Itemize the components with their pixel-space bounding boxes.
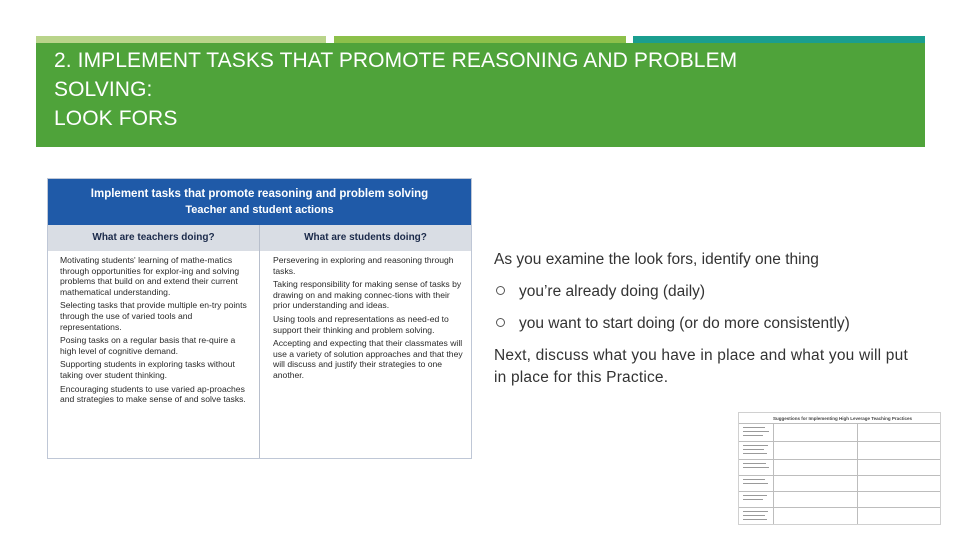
accent-bar-2 bbox=[334, 36, 626, 43]
slide-title: 2. IMPLEMENT TASKS THAT PROMOTE REASONING AND PROBLEM SOLVING: LOOK FORS bbox=[54, 49, 738, 130]
bullet-list bbox=[494, 282, 924, 346]
thumbnail-text-line bbox=[743, 449, 764, 450]
thumbnail-rule bbox=[739, 459, 940, 460]
thumbnail-text-line bbox=[743, 467, 769, 468]
teacher-action: Encouraging students to use varied ap-proaches and strategies to make sense of and solve tasks. bbox=[60, 383, 246, 405]
closing-text: Next, discuss what you have in place and what you will put in place for this Practice. bbox=[494, 347, 908, 386]
table-subtitle: Teacher and student actions bbox=[185, 204, 334, 216]
thumbnail-text-line bbox=[743, 435, 763, 436]
thumbnail-text-line bbox=[743, 479, 765, 480]
thumbnail-text-line bbox=[743, 463, 766, 464]
thumbnail-rule bbox=[739, 423, 940, 424]
student-action: Persevering in exploring and reasoning through tasks. bbox=[273, 255, 454, 276]
thumbnail-rule bbox=[739, 475, 940, 476]
title-banner bbox=[36, 43, 925, 147]
circle-bullet-icon bbox=[496, 318, 505, 327]
table-header bbox=[48, 179, 471, 225]
thumbnail-text-line bbox=[743, 453, 767, 454]
student-action: Accepting and expecting that their classmates will use a variety of solution approaches and that they will discuss and justify their strategies to one another. bbox=[273, 338, 463, 380]
accent-bar-3 bbox=[633, 36, 925, 43]
accent-bar-1 bbox=[36, 36, 326, 43]
teacher-action: Motivating students' learning of mathe-matics through opportunities for explor-ing and solving problems that build on and extend their current mathematical understanding. bbox=[60, 255, 240, 297]
bullet-text: you’re already doing (daily) bbox=[519, 283, 706, 300]
thumbnail-text-line bbox=[743, 431, 769, 432]
thumbnail-rule bbox=[857, 423, 858, 524]
bullet-item bbox=[494, 282, 924, 302]
thumbnail-text-line bbox=[743, 511, 768, 512]
teachers-column bbox=[48, 251, 260, 458]
teacher-action: Posing tasks on a regular basis that re-quire a high level of cognitive demand. bbox=[60, 335, 236, 356]
intro-text: As you examine the look fors, identify one thing bbox=[494, 251, 819, 268]
thumbnail-text-line bbox=[743, 445, 768, 446]
thumbnail-text-line bbox=[743, 427, 765, 428]
column-header-students: What are students doing? bbox=[260, 225, 471, 251]
look-fors-table bbox=[47, 178, 472, 459]
thumbnail-rule bbox=[739, 507, 940, 508]
thumbnail-rule bbox=[739, 441, 940, 442]
student-action: Taking responsibility for making sense of tasks by drawing on and making connec-tions with their prior understanding and ideas. bbox=[273, 279, 462, 311]
student-action: Using tools and representations as need-ed to support their thinking and problem solving. bbox=[273, 313, 449, 335]
thumbnail-text-line bbox=[743, 499, 763, 500]
bullet-text: you want to start doing (or do more consistently) bbox=[519, 315, 850, 332]
bullet-item bbox=[494, 314, 924, 334]
thumbnail-text-line bbox=[743, 495, 767, 496]
thumbnail-rule bbox=[739, 491, 940, 492]
thumbnail-text-line bbox=[743, 515, 765, 516]
worksheet-thumbnail bbox=[738, 412, 941, 525]
teacher-action: Selecting tasks that provide multiple en-try points through the use of varied tools and representations. bbox=[60, 300, 247, 332]
column-header-teachers: What are teachers doing? bbox=[48, 225, 260, 251]
thumbnail-rule bbox=[773, 423, 774, 524]
thumbnail-text-line bbox=[743, 519, 767, 520]
circle-bullet-icon bbox=[496, 286, 505, 295]
table-title: Implement tasks that promote reasoning and problem solving bbox=[90, 188, 429, 200]
thumbnail-text-line bbox=[743, 483, 768, 484]
students-column bbox=[260, 251, 471, 458]
teacher-action: Supporting students in exploring tasks without taking over student thinking. bbox=[60, 359, 235, 380]
thumbnail-title: Suggestions for Implementing High Leverage Teaching Practices bbox=[773, 416, 912, 421]
